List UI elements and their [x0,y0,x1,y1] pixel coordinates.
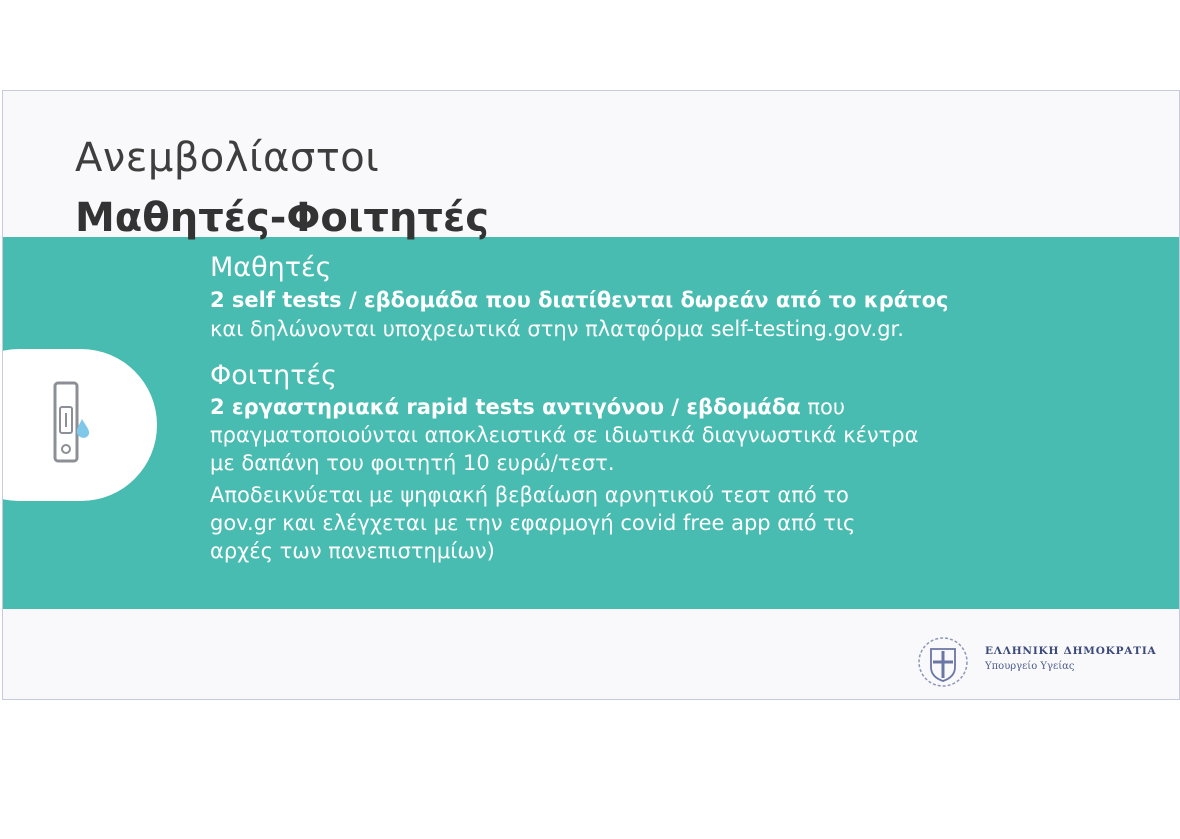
students-bold-text: 2 self tests / εβδομάδα που διατίθενται δωρεάν από το κράτος [210,288,949,312]
greek-coat-of-arms-icon [915,637,973,689]
university-line1 [210,393,1110,421]
slide-title-line1: Ανεμβολίαστοι [75,135,380,181]
rapid-test-icon [43,371,103,471]
university-bold-suffix: που [800,395,846,419]
content-block [210,251,1110,565]
university-line2: πραγματοποιούνται αποκλειστικά σε ιδιωτικά διαγνωστικά κέντρα [210,423,919,447]
logo-title: ΕΛΛΗΝΙΚΗ ΔΗΜΟΚΡΑΤΙΑ [985,645,1157,657]
university-note-line2: gov.gr και ελέγχεται με την εφαρμογή covid free app από τις [210,511,856,535]
university-heading: Φοιτητές [210,360,337,391]
university-note-line3: αρχές των πανεπιστημίων) [210,539,495,563]
slide-title-line2: Μαθητές-Φοιτητές [75,195,489,241]
university-bold-text: 2 εργαστηριακά rapid tests αντιγόνου / εβδομάδα [210,395,801,419]
students-text: και δηλώνονται υποχρεωτικά στην πλατφόρμα self-testing.gov.gr. [210,317,904,341]
students-heading: Μαθητές [210,252,332,283]
logo-subtitle: Υπουργείο Υγείας [985,661,1075,672]
slide [2,90,1180,700]
university-note-line1: Αποδεικνύεται με ψηφιακή βεβαίωση αρνητικού τεστ από το [210,483,849,507]
test-icon-pill [2,349,157,501]
university-line3: με δαπάνη του φοιτητή 10 ευρώ/τεστ. [210,451,615,475]
ministry-logo [915,637,1175,689]
